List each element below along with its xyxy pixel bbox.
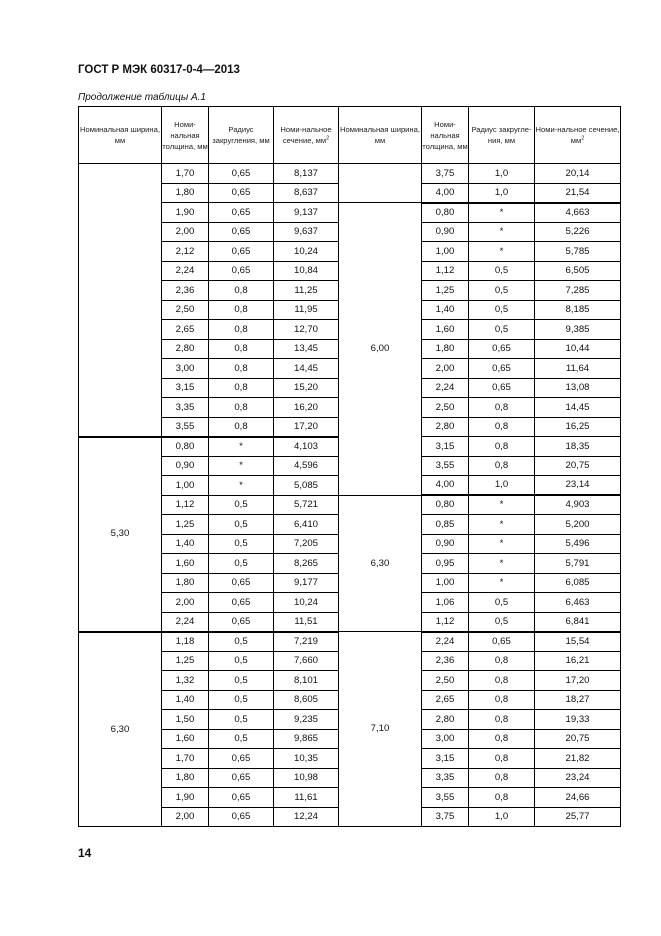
header-section-right [535, 107, 621, 164]
left-thickness-cell: 1,25 [162, 651, 209, 671]
right-section-cell: 14,45 [535, 398, 621, 418]
right-thickness-cell: 3,55 [422, 788, 469, 808]
right-section-cell: 5,785 [535, 242, 621, 262]
left-section-cell: 9,637 [274, 222, 339, 242]
right-thickness-cell: 2,36 [422, 651, 469, 671]
left-thickness-cell: 3,35 [162, 398, 209, 418]
left-radius-cell: 0,5 [209, 495, 274, 515]
right-thickness-cell: 0,90 [422, 534, 469, 554]
left-radius-cell: 0,5 [209, 671, 274, 691]
right-radius-cell: 0,8 [469, 749, 535, 769]
header-section-left [274, 107, 339, 164]
left-radius-cell: * [209, 456, 274, 476]
right-radius-cell: 0,8 [469, 456, 535, 476]
right-section-cell: 10,44 [535, 339, 621, 359]
left-thickness-cell: 0,80 [162, 437, 209, 457]
left-section-cell: 11,61 [274, 788, 339, 808]
left-thickness-cell: 1,80 [162, 573, 209, 593]
header-section-right-sup: 2 [581, 135, 585, 142]
table-row [79, 632, 621, 652]
left-section-cell: 6,410 [274, 515, 339, 535]
right-thickness-cell: 1,00 [422, 573, 469, 593]
right-thickness-cell: 0,80 [422, 495, 469, 515]
right-width-group: 6,00 [339, 203, 422, 496]
left-thickness-cell: 1,40 [162, 534, 209, 554]
right-thickness-cell: 2,50 [422, 671, 469, 691]
right-radius-cell: 0,5 [469, 261, 535, 281]
right-radius-cell: 1,0 [469, 807, 535, 827]
right-section-cell: 16,21 [535, 651, 621, 671]
right-radius-cell: * [469, 222, 535, 242]
left-thickness-cell: 1,32 [162, 671, 209, 691]
right-radius-cell: * [469, 515, 535, 535]
right-thickness-cell: 3,15 [422, 437, 469, 457]
header-section-right-text: Номи-нальное сечение, мм [535, 125, 620, 145]
right-radius-cell: 0,5 [469, 593, 535, 613]
header-section-left-sup: 2 [326, 135, 330, 142]
right-thickness-cell: 3,00 [422, 729, 469, 749]
right-thickness-cell: 0,80 [422, 203, 469, 223]
right-section-cell: 24,66 [535, 788, 621, 808]
right-thickness-cell: 1,12 [422, 612, 469, 632]
left-radius-cell: 0,65 [209, 261, 274, 281]
left-thickness-cell: 1,80 [162, 183, 209, 203]
left-thickness-cell: 1,80 [162, 768, 209, 788]
right-width-group [339, 164, 422, 203]
right-section-cell: 5,496 [535, 534, 621, 554]
left-thickness-cell: 1,00 [162, 476, 209, 496]
header-section-left-text: Номи-нальное сечение, мм [280, 125, 332, 145]
right-thickness-cell: 2,50 [422, 398, 469, 418]
right-section-cell: 23,14 [535, 476, 621, 496]
right-radius-cell: * [469, 554, 535, 574]
left-radius-cell: 0,65 [209, 612, 274, 632]
left-thickness-cell: 1,60 [162, 554, 209, 574]
right-section-cell: 20,75 [535, 456, 621, 476]
left-section-cell: 8,605 [274, 690, 339, 710]
right-radius-cell: * [469, 495, 535, 515]
left-radius-cell: 0,5 [209, 534, 274, 554]
left-radius-cell: 0,5 [209, 515, 274, 535]
left-section-cell: 5,721 [274, 495, 339, 515]
right-section-cell: 9,385 [535, 320, 621, 340]
left-thickness-cell: 2,80 [162, 339, 209, 359]
right-section-cell: 18,35 [535, 437, 621, 457]
left-section-cell: 14,45 [274, 359, 339, 379]
left-thickness-cell: 1,90 [162, 788, 209, 808]
left-thickness-cell: 1,25 [162, 515, 209, 535]
left-radius-cell: 0,65 [209, 788, 274, 808]
left-section-cell: 11,51 [274, 612, 339, 632]
right-section-cell: 19,33 [535, 710, 621, 730]
left-radius-cell: 0,5 [209, 632, 274, 652]
left-section-cell: 5,085 [274, 476, 339, 496]
left-thickness-cell: 3,15 [162, 378, 209, 398]
left-section-cell: 10,24 [274, 242, 339, 262]
right-thickness-cell: 0,95 [422, 554, 469, 574]
left-section-cell: 7,205 [274, 534, 339, 554]
right-section-cell: 21,54 [535, 183, 621, 203]
right-radius-cell: 0,5 [469, 320, 535, 340]
right-width-group: 7,10 [339, 632, 422, 827]
left-section-cell: 4,103 [274, 437, 339, 457]
right-section-cell: 17,20 [535, 671, 621, 691]
right-radius-cell: 1,0 [469, 183, 535, 203]
left-thickness-cell: 1,60 [162, 729, 209, 749]
left-section-cell: 10,24 [274, 593, 339, 613]
right-radius-cell: 0,8 [469, 788, 535, 808]
left-radius-cell: 0,65 [209, 164, 274, 184]
left-radius-cell: 0,65 [209, 593, 274, 613]
right-thickness-cell: 2,65 [422, 690, 469, 710]
left-thickness-cell: 1,18 [162, 632, 209, 652]
table-body [79, 164, 621, 827]
right-radius-cell: 0,8 [469, 417, 535, 437]
left-radius-cell: * [209, 437, 274, 457]
left-section-cell: 9,137 [274, 203, 339, 223]
left-section-cell: 12,70 [274, 320, 339, 340]
document-title: ГОСТ Р МЭК 60317-0-4—2013 [78, 64, 240, 76]
left-thickness-cell: 2,24 [162, 612, 209, 632]
right-thickness-cell: 4,00 [422, 476, 469, 496]
dimensions-table [78, 106, 621, 827]
left-section-cell: 13,45 [274, 339, 339, 359]
right-radius-cell: 0,5 [469, 300, 535, 320]
right-radius-cell: * [469, 242, 535, 262]
right-radius-cell: 0,65 [469, 378, 535, 398]
right-radius-cell: 0,8 [469, 651, 535, 671]
left-section-cell: 15,20 [274, 378, 339, 398]
right-radius-cell: 0,8 [469, 729, 535, 749]
left-section-cell: 10,98 [274, 768, 339, 788]
left-thickness-cell: 1,70 [162, 749, 209, 769]
right-section-cell: 5,200 [535, 515, 621, 535]
header-radius-right: Радиус закругле-ния, мм [469, 107, 535, 164]
right-thickness-cell: 1,06 [422, 593, 469, 613]
table-header-row [79, 107, 621, 164]
left-thickness-cell: 2,65 [162, 320, 209, 340]
left-width-group: 6,30 [79, 632, 162, 827]
right-thickness-cell: 2,80 [422, 417, 469, 437]
left-width-group: 5,30 [79, 437, 162, 632]
right-section-cell: 16,25 [535, 417, 621, 437]
right-section-cell: 4,903 [535, 495, 621, 515]
table-caption: Продолжение таблицы А.1 [78, 92, 206, 103]
left-radius-cell: 0,8 [209, 320, 274, 340]
left-thickness-cell: 1,90 [162, 203, 209, 223]
left-section-cell: 16,20 [274, 398, 339, 418]
right-thickness-cell: 2,80 [422, 710, 469, 730]
left-radius-cell: 0,5 [209, 554, 274, 574]
header-width-left: Номинальная ширина, мм [79, 107, 162, 164]
header-thickness-right: Номи-нальная толщина, мм [422, 107, 469, 164]
left-section-cell: 8,265 [274, 554, 339, 574]
right-section-cell: 20,14 [535, 164, 621, 184]
left-section-cell: 12,24 [274, 807, 339, 827]
right-thickness-cell: 3,55 [422, 456, 469, 476]
left-section-cell: 9,865 [274, 729, 339, 749]
right-thickness-cell: 1,25 [422, 281, 469, 301]
right-section-cell: 13,08 [535, 378, 621, 398]
left-thickness-cell: 2,50 [162, 300, 209, 320]
right-thickness-cell: 3,75 [422, 807, 469, 827]
left-thickness-cell: 2,36 [162, 281, 209, 301]
left-thickness-cell: 1,50 [162, 710, 209, 730]
right-thickness-cell: 3,35 [422, 768, 469, 788]
left-radius-cell: 0,65 [209, 183, 274, 203]
left-section-cell: 10,84 [274, 261, 339, 281]
left-section-cell: 8,637 [274, 183, 339, 203]
left-thickness-cell: 2,12 [162, 242, 209, 262]
left-radius-cell: 0,5 [209, 651, 274, 671]
left-radius-cell: 0,8 [209, 417, 274, 437]
table-row [79, 164, 621, 184]
left-radius-cell: 0,5 [209, 710, 274, 730]
right-section-cell: 4,663 [535, 203, 621, 223]
right-radius-cell: 1,0 [469, 164, 535, 184]
right-thickness-cell: 1,40 [422, 300, 469, 320]
right-thickness-cell: 2,24 [422, 632, 469, 652]
left-width-group [79, 164, 162, 437]
right-section-cell: 20,75 [535, 729, 621, 749]
left-radius-cell: 0,8 [209, 281, 274, 301]
right-section-cell: 18,27 [535, 690, 621, 710]
left-radius-cell: 0,65 [209, 222, 274, 242]
left-section-cell: 7,660 [274, 651, 339, 671]
left-radius-cell: 0,8 [209, 378, 274, 398]
right-radius-cell: 0,5 [469, 281, 535, 301]
left-radius-cell: 0,65 [209, 242, 274, 262]
right-radius-cell: 0,8 [469, 398, 535, 418]
left-thickness-cell: 1,70 [162, 164, 209, 184]
right-radius-cell: 0,8 [469, 671, 535, 691]
left-radius-cell: 0,8 [209, 398, 274, 418]
left-section-cell: 8,137 [274, 164, 339, 184]
right-radius-cell: 0,8 [469, 690, 535, 710]
right-section-cell: 5,226 [535, 222, 621, 242]
left-section-cell: 9,177 [274, 573, 339, 593]
right-radius-cell: 0,65 [469, 339, 535, 359]
right-thickness-cell: 1,12 [422, 261, 469, 281]
right-section-cell: 6,463 [535, 593, 621, 613]
left-radius-cell: 0,5 [209, 729, 274, 749]
right-radius-cell: * [469, 534, 535, 554]
right-radius-cell: * [469, 573, 535, 593]
left-radius-cell: 0,8 [209, 339, 274, 359]
left-thickness-cell: 2,00 [162, 807, 209, 827]
left-thickness-cell: 0,90 [162, 456, 209, 476]
right-section-cell: 11,64 [535, 359, 621, 379]
left-thickness-cell: 3,55 [162, 417, 209, 437]
page-number: 14 [78, 846, 92, 860]
right-thickness-cell: 4,00 [422, 183, 469, 203]
left-radius-cell: 0,8 [209, 300, 274, 320]
right-thickness-cell: 3,75 [422, 164, 469, 184]
right-thickness-cell: 1,00 [422, 242, 469, 262]
left-radius-cell: 0,65 [209, 807, 274, 827]
right-section-cell: 6,505 [535, 261, 621, 281]
left-thickness-cell: 1,12 [162, 495, 209, 515]
left-thickness-cell: 3,00 [162, 359, 209, 379]
left-thickness-cell: 1,40 [162, 690, 209, 710]
right-radius-cell: 1,0 [469, 476, 535, 496]
left-radius-cell: 0,65 [209, 573, 274, 593]
right-section-cell: 6,085 [535, 573, 621, 593]
left-thickness-cell: 2,24 [162, 261, 209, 281]
left-radius-cell: 0,5 [209, 690, 274, 710]
header-radius-left: Радиус закругления, мм [209, 107, 274, 164]
left-radius-cell: 0,8 [209, 359, 274, 379]
right-radius-cell: 0,8 [469, 768, 535, 788]
right-width-group: 6,30 [339, 495, 422, 632]
right-radius-cell: * [469, 203, 535, 223]
right-thickness-cell: 2,24 [422, 378, 469, 398]
right-radius-cell: 0,65 [469, 632, 535, 652]
header-width-right: Номинальная ширина, мм [339, 107, 422, 164]
right-thickness-cell: 1,80 [422, 339, 469, 359]
right-section-cell: 15,54 [535, 632, 621, 652]
right-section-cell: 23,24 [535, 768, 621, 788]
left-section-cell: 11,95 [274, 300, 339, 320]
left-radius-cell: 0,65 [209, 203, 274, 223]
left-thickness-cell: 2,00 [162, 593, 209, 613]
right-radius-cell: 0,65 [469, 359, 535, 379]
left-section-cell: 11,25 [274, 281, 339, 301]
left-thickness-cell: 2,00 [162, 222, 209, 242]
left-section-cell: 7,219 [274, 632, 339, 652]
right-section-cell: 21,82 [535, 749, 621, 769]
right-section-cell: 25,77 [535, 807, 621, 827]
right-radius-cell: 0,8 [469, 710, 535, 730]
right-section-cell: 5,791 [535, 554, 621, 574]
left-radius-cell: * [209, 476, 274, 496]
left-section-cell: 17,20 [274, 417, 339, 437]
right-thickness-cell: 3,15 [422, 749, 469, 769]
right-radius-cell: 0,8 [469, 437, 535, 457]
right-section-cell: 7,285 [535, 281, 621, 301]
left-section-cell: 4,596 [274, 456, 339, 476]
right-thickness-cell: 2,00 [422, 359, 469, 379]
right-thickness-cell: 0,90 [422, 222, 469, 242]
left-radius-cell: 0,65 [209, 768, 274, 788]
left-radius-cell: 0,65 [209, 749, 274, 769]
right-radius-cell: 0,5 [469, 612, 535, 632]
right-section-cell: 6,841 [535, 612, 621, 632]
right-section-cell: 8,185 [535, 300, 621, 320]
left-section-cell: 8,101 [274, 671, 339, 691]
left-section-cell: 10,35 [274, 749, 339, 769]
right-thickness-cell: 0,85 [422, 515, 469, 535]
left-section-cell: 9,235 [274, 710, 339, 730]
right-thickness-cell: 1,60 [422, 320, 469, 340]
header-thickness-left: Номи-нальная толщина, мм [162, 107, 209, 164]
